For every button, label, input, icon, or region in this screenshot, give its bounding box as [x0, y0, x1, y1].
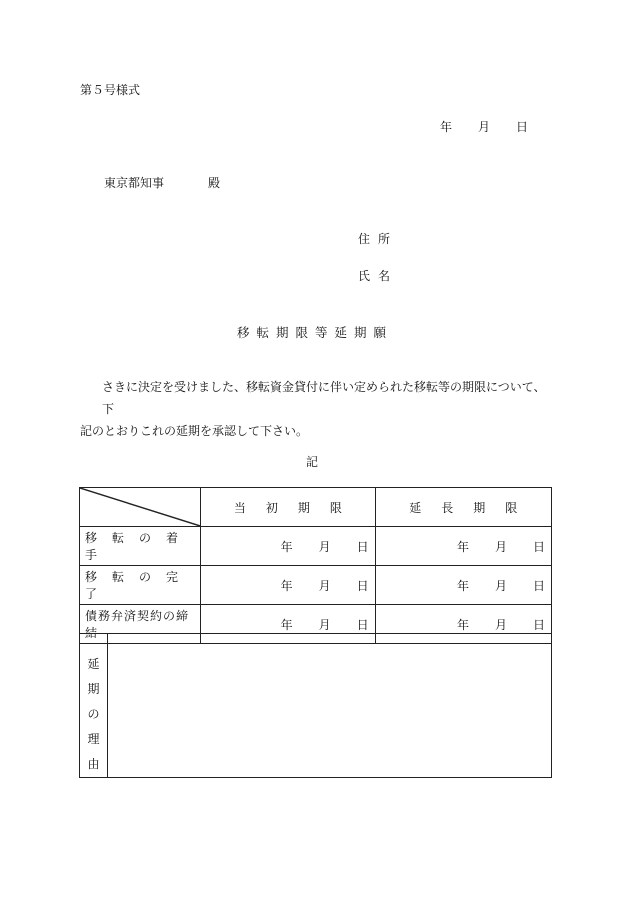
row-label-start: 移転の着手 — [80, 527, 201, 566]
extended-date-contract[interactable]: 年 月 日 — [375, 605, 551, 644]
date-year-unit: 年 — [440, 120, 453, 134]
date-day-unit: 日 — [516, 120, 529, 134]
ki-heading: 記 — [306, 455, 319, 469]
submission-date — [440, 118, 528, 135]
diagonal-cell — [80, 488, 201, 527]
table-row — [80, 566, 552, 605]
request-text-line-1: さきに決定を受けました、移転資金貸付に伴い定められた移転等の期限について、下 — [102, 380, 546, 416]
deadline-table — [79, 487, 552, 644]
document-title: 移転期限等延期願 — [236, 325, 393, 340]
addressee-name: 東京都知事 — [104, 176, 165, 190]
original-date-completion[interactable]: 年 月 日 — [201, 566, 375, 605]
original-date-contract[interactable]: 年 月 日 — [201, 605, 375, 644]
reason-field[interactable] — [108, 634, 552, 778]
reason-table — [79, 633, 552, 778]
header-original-deadline: 当初期限 — [201, 488, 375, 527]
request-text-line-2: 記のとおりこれの延期を承認して下さい。 — [80, 424, 309, 438]
form-number: 第５号様式 — [80, 83, 141, 97]
honorific: 殿 — [208, 176, 221, 190]
header-extended-deadline: 延長期限 — [375, 488, 551, 527]
reason-label: 延 期 の 理 由 — [80, 634, 108, 778]
row-label-completion: 移転の完了 — [80, 566, 201, 605]
diagonal-line — [80, 488, 200, 526]
address-label: 住所 — [358, 232, 399, 246]
addressee — [104, 174, 220, 191]
request-text — [80, 376, 550, 442]
table-header-row — [80, 488, 552, 527]
extended-date-completion[interactable]: 年 月 日 — [375, 566, 551, 605]
name-label: 氏名 — [358, 269, 399, 283]
table-row — [80, 527, 552, 566]
row-label-contract: 債務弁済契約の締結 — [80, 605, 201, 644]
extended-date-start[interactable]: 年 月 日 — [375, 527, 551, 566]
original-date-start[interactable]: 年 月 日 — [201, 527, 375, 566]
reason-row — [80, 634, 552, 778]
date-month-unit: 月 — [478, 120, 491, 134]
